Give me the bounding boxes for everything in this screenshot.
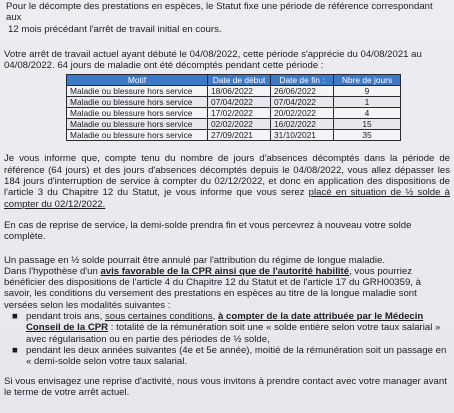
bullet-2-text: pendant les deux années suivantes (4e et 5e année), moitié de la rémunération soit un passage en « demi-solde selon votre taux salarial. xyxy=(26,344,447,368)
header-date-debut: Date de début xyxy=(208,75,271,86)
table-row xyxy=(67,130,401,141)
table-row xyxy=(67,119,401,130)
reference-line-2: 04/08/2022. 64 jours de maladie ont été décomptés pendant cette période : xyxy=(4,60,324,72)
cell-motif: Maladie ou blessure hors service xyxy=(67,86,208,97)
bullet-1-post: : totalité de la rémunération soit une « solde entière selon votre taux salarial » avec régularisation ou en partie des périodes de ½ solde, xyxy=(26,322,441,345)
half-pay-notice: placé en situation de ½ solde à compter du 02/12/2022. xyxy=(4,187,450,210)
longue-maladie-paragraph xyxy=(4,255,450,311)
cell-nb-jours: 35 xyxy=(334,130,401,141)
closing-paragraph: Si vous envisagez une reprise d'activité, nous vous invitons à prendre contact avec votre manager avant le terme de votre arrêt actuel. xyxy=(4,375,447,398)
cell-date-fin: 31/10/2021 xyxy=(271,130,334,141)
longue-dans: Dans l'hypothèse d'un xyxy=(4,265,101,277)
bullet-1-mid: , xyxy=(212,311,219,323)
table-row xyxy=(67,97,401,108)
list-item xyxy=(12,344,450,368)
conditions-list xyxy=(4,311,450,367)
cell-motif: Maladie ou blessure hors service xyxy=(67,119,208,130)
cell-date-fin: 26/06/2022 xyxy=(271,86,334,97)
reference-line-1: Votre arrêt de travail actuel ayant débuté le 04/08/2022, cette période s'apprécie du 04/08/2021 au xyxy=(4,48,422,60)
cell-date-fin: 07/04/2022 xyxy=(271,97,334,108)
cell-nb-jours: 4 xyxy=(334,108,401,119)
table-row xyxy=(67,86,401,97)
info-text: Je vous informe que, compte tenu du nombre de jours d'absences décomptés dans la période de référence (64 jours) et des jours d'absences décomptés depuis le 04/08/2022, vous allez dépasser les 184 jours d'interruption de service à compter du 02/12/2022, et donc en application des dispositions de l'article 3 du Chapitre 12 du Statut, je vous informe que vous serez xyxy=(4,153,450,199)
intro-line-1: Pour le décompte des prestations en espèces, le Statut fixe une période de référence correspondant aux xyxy=(6,1,433,24)
table-row xyxy=(67,108,401,119)
list-item xyxy=(12,311,450,345)
bullet-1-date-cpr: à compter de la date attribuée par le Médecin Conseil de la CPR xyxy=(26,311,424,334)
bullet-1-pre: pendant trois ans, xyxy=(26,311,105,323)
cell-date-debut: 18/06/2022 xyxy=(208,86,271,97)
header-nb-jours: Nbre de jours xyxy=(334,75,401,86)
table-header-row xyxy=(67,75,401,86)
intro-paragraph xyxy=(6,1,450,35)
cell-date-debut: 17/02/2022 xyxy=(208,108,271,119)
info-paragraph xyxy=(4,153,450,209)
bullet-1-conditions: sous certaines conditions xyxy=(104,311,213,323)
cell-date-debut: 27/09/2021 xyxy=(208,130,271,141)
cell-date-debut: 02/02/2022 xyxy=(208,119,271,130)
intro-line-2: 12 mois précédant l'arrêt de travail initial en cours. xyxy=(8,23,222,35)
cell-nb-jours: 9 xyxy=(334,86,401,97)
bullet-icon: ■ xyxy=(12,344,18,356)
cell-motif: Maladie ou blessure hors service xyxy=(67,108,208,119)
absence-periods-table xyxy=(66,74,401,141)
cell-motif: Maladie ou blessure hors service xyxy=(67,130,208,141)
longue-line-1: Un passage en ½ solde pourrait être annulé par l'attribution du régime de longue maladie. xyxy=(4,254,386,266)
reference-paragraph xyxy=(4,49,450,72)
cell-nb-jours: 15 xyxy=(334,119,401,130)
cell-date-fin: 20/02/2022 xyxy=(271,108,334,119)
header-date-fin: Date de fin : xyxy=(271,75,334,86)
avis-favorable-text: avis favorable de la CPR ainsi que de l'autorité habilité xyxy=(100,265,350,277)
cell-motif: Maladie ou blessure hors service xyxy=(67,97,208,108)
header-motif: Motif xyxy=(67,75,208,86)
longue-rest: , vous pourriez bénéficier des dispositions de l'article 4 du Chapitre 12 du Statut et de l'article 17 du GRH00359, à savoir, les conditions du versement des prestations en espèces au titre de la longue maladie sont versées selon les modalités suivantes : xyxy=(4,265,421,311)
bullet-icon: ■ xyxy=(12,311,18,323)
reprise-paragraph: En cas de reprise de service, la demi-solde prendra fin et vous percevrez à nouveau votre solde complète. xyxy=(4,219,412,243)
cell-nb-jours: 1 xyxy=(334,97,401,108)
cell-date-debut: 07/04/2022 xyxy=(208,97,271,108)
cell-date-fin: 16/02/2022 xyxy=(271,119,334,130)
